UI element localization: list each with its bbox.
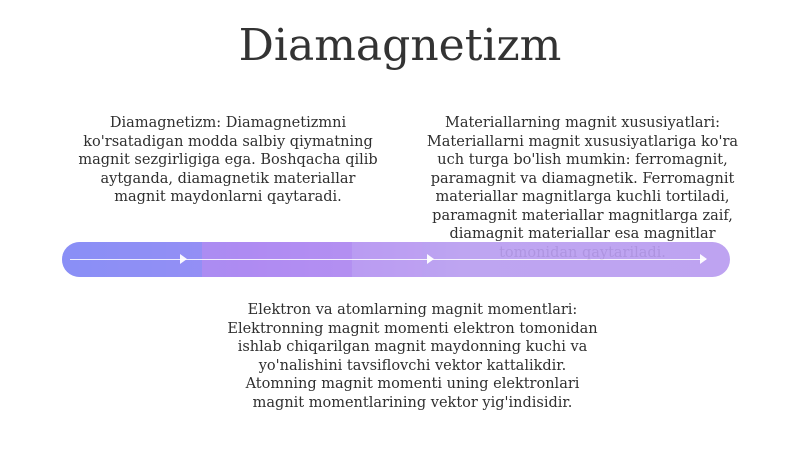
timeline-bar bbox=[62, 242, 730, 277]
timeline-arrow-icon bbox=[180, 254, 187, 264]
text-block-diamagnetism: Diamagnetizm: Diamagnetizmni ko'rsatadigan modda salbiy qiymatning magnit sezgirligiga ega. Boshqacha qilib aytganda, diamagnetik materiallar magnit maydonlarni qaytaradi. bbox=[78, 115, 378, 205]
timeline-arrow-icon bbox=[427, 254, 434, 264]
text-block-magnetic-moments: Elektron va atomlarning magnit momentlari: Elektronning magnit momenti elektron tomonidan ishlab chiqarilgan magnit maydonning kuchi va yo'nalishini tavsiflovchi vektor kattalikdir. Atomning magnit momenti uning elektronlari magnit momentlarining vektor yig'indisidir. bbox=[227, 302, 598, 411]
text-block-magnetic-properties: Materiallarning magnit xususiyatlari: Materiallarni magnit xususiyatlariga ko'ra uch turga bo'lish mumkin: ferromagnit, paramagnit va diamagnetik. Ferromagnit materiallar magnitlarga kuchli tortiladi, paramagnit materiallar magnitlarga zaif, diamagnit materiallar esa magnitlar bbox=[426, 115, 739, 242]
slide-title: Diamagnetizm bbox=[238, 20, 562, 71]
timeline-line bbox=[70, 259, 706, 260]
timeline-arrow-icon bbox=[700, 254, 707, 264]
